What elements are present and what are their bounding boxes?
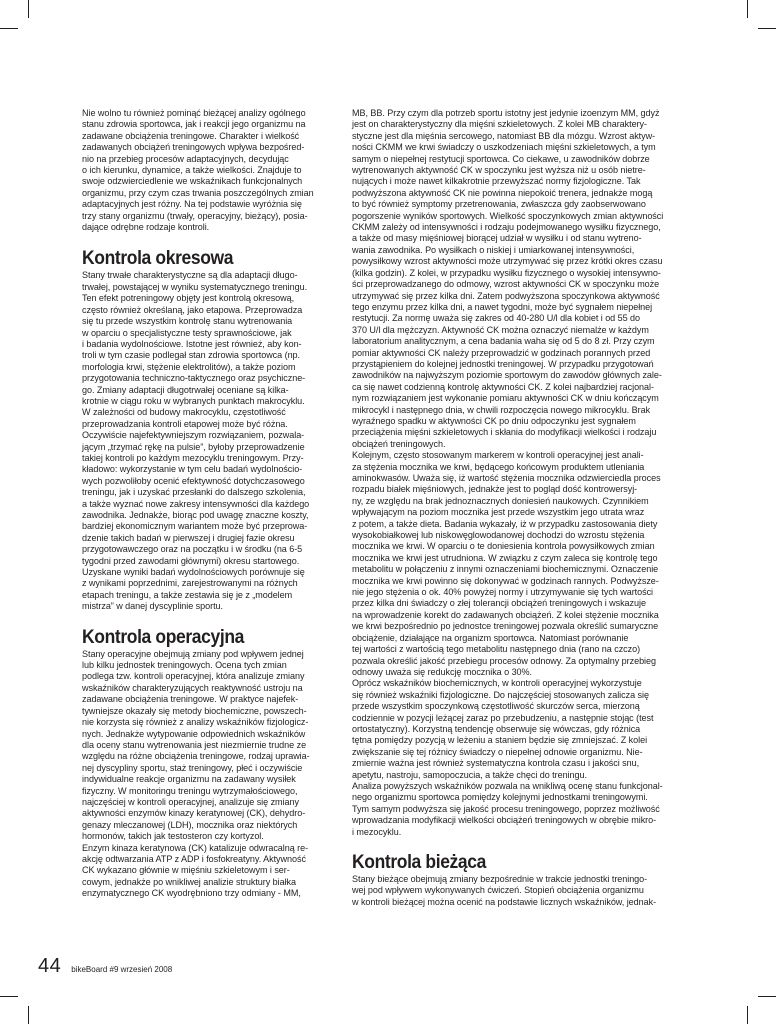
right-column <box>352 108 679 908</box>
crop-mark <box>28 0 29 18</box>
crop-mark <box>0 28 18 29</box>
heading-kontrola-operacyjna: Kontrola operacyjna <box>82 626 245 648</box>
left-column <box>82 108 335 900</box>
operacyjna-paragraph: Stany operacyjne obejmują zmiany pod wpływem jednej lub kilku jednostek treningowych. Ocena tych zmian podlega tzw. kontroli operacyjnej, która analizuje zmiany wskaźników charakteryzujących reaktywność ustroju na zadawane obciążenia treningowe. W praktyce najefek- tywniejsze okazały się metody biochemiczne, powszech- nie korzysta się również z analizy wskaźników fizjologicz- nych. Jednakże wytypowanie odpowiednich wskaźników dla oceny stanu wytrenowania jest niezmiernie trudne ze względu na różne obciążenia treningowe, rodzaj uprawia- nej dyscypliny sportu, staż treningowy, płeć i oczywiście indywidualne reakcje organizmu na zadawany wysiłek fizyczny. W monitoringu treningu wytrzymałościowego, najczęściej w kontroli operacyjnej, analizuje się zmiany aktywności enzymów kinazy keratynowej (CK), dehydro- genazy mleczanowej (LDH), mocznika oraz niektórych hormonów, takich jak testosteron czy kortyzol. Enzym kinaza keratynowa (CK) katalizuje odwracalną re- akcję odtwarzania ATP z ADP i fosfokreatyny. Aktywność CK wykazano głównie w mięśniu szkieletowym i ser- cowym, jednakże po wnikliwej analizie struktury białka enzymatycznego CK wyodrębniono trzy odmiany - MM, <box>82 648 310 899</box>
magazine-issue: bikeBoard #9 wrzesień 2008 <box>71 965 173 974</box>
operacyjna-continued-paragraph: MB, BB. Przy czym dla potrzeb sportu istotny jest jedynie izoenzym MM, gdyż jest on charakterystyczny dla mięśni szkieletowych. Z kolei MB charaktery- styczne jest dla mięśnia sercowego, natomiast BB dla mózgu. Wzrost aktyw- ności CKMM we krwi świadczy o uszkodzeniach mięśni szkieletowych, a tym samym o niepełnej restytucji sportowca. Co ciekawe, u zawodników dobrze wytrenowanych aktywność CK w spoczynku jest wyższa niż u osób nietre- nujących i może nawet kilkakrotnie przewyższać normy fizjologiczne. Tak podwyższona aktywność CK nie powinna niepokoić trenera, jednakże mogą to być również symptomy przetrenowania, zwłaszcza gdy zaobserwowano pogorszenie wyników sportowych. Wielkość spoczynkowych zmian aktywności CKMM zależy od intensywności i rodzaju podejmowanego wysiłku fizycznego, a także od masy mięśniowej biorącej udział w wysiłku i od stanu wytreno- wania zawodnika. Po wysiłkach o niskiej i umiarkowanej intensywności, powysiłkowy wzrost aktywności może utrzymywać się przez krótki okres czasu (kilka godzin). Z kolei, w przypadku wysiłku fizycznego o wysokiej intensywno- ści przeprowadzanego do odmowy, wzrost aktywności CK w spoczynku może utrzymywać się przez kilka dni. Zatem podwyższona spoczynkowa aktywność tego enzymu przez kilka dni, a nawet tygodni, może być sygnałem niepełnej restytucji. Za normę uważa się zakres od 40-280 U/l dla kobiet i od 55 do 370 U/l dla mężczyzn. Aktywność CK można oznaczyć niemalże w każdym laboratorium analitycznym, a cena badania waha się od 5 do 8 zł. Przy czym pomiar aktywności CK należy przeprowadzić w godzinach porannych przed przystąpieniem do kolejnej jednostki treningowej. W przypadku przygotowań zawodników na najwyższym poziomie sportowym do zawodów głównych zale- ca się nawet codzienną kontrolę aktywności CK. Z kolei najbardziej racjonal- nym rozwiązaniem jest wykonanie pomiaru aktywności CK w dniu kończącym mikrocykl i następnego dnia, w chwili rozpoczęcia nowego mikrocyklu. Brak wyraźnego spadku w aktywności CK po dniu odpoczynku jest sygnałem przeciążenia mięśni szkieletowych i skłania do modyfikacji wielkości i rodzaju obciążeń treningowych. Kolejnym, często stosowanym markerem w kontroli operacyjnej jest anali- za stężenia mocznika we krwi, będącego końcowym produktem utleniania aminokwasów. Uważa się, iż wartość stężenia mocznika odzwierciedla proces rozpadu białek mięśniowych, jednakże jest to pogląd dość kontrowersyj- ny, ze względu na brak jednoznacznych doniesień naukowych. Czynnikiem wpływającym na poziom mocznika jest przede wszystkim jego utrata wraz z potem, a także dieta. Badania wykazały, iż w przypadku zastosowania diety wysokobiałkowej lub niskowęglowodanowej dochodzi do wzrostu stężenia mocznika we krwi. W oparciu o te doniesienia kontrola powysiłkowych zmian mocznika we krwi jest utrudniona. W związku z czym zaleca się kontrolę tego metabolitu w połączeniu z innymi oznaczeniami biochemicznymi. Oznaczenie mocznika we krwi powinno się dokonywać w godzinach rannych. Podwyższe- nie jego stężenia o ok. 40% powyżej normy i utrzymywanie się tych wartości przez kilka dni świadczy o złej tolerancji obciążeń treningowych i wskazuje na wprowadzenie korekt do zadawanych obciążeń. Z kolei stężenie mocznika we krwi bezpośrednio po jednostce treningowej pozwala określić sumaryczne obciążenie, działające na organizm sportowca. Natomiast porównanie tej wartości z wartością tego metabolitu następnego dnia (rano na czczo) pozwala określić jakość przebiegu procesów odnowy. Za optymalny przebieg odnowy uważa się redukcję mocznika o 30%. Oprócz wskaźników biochemicznych, w kontroli operacyjnej wykorzystuje się również wskaźniki fizjologiczne. Do najczęściej stosowanych zalicza się przede wszystkim spoczynkową częstotliwość skurczów serca, mierzoną codziennie w pozycji leżącej zaraz po przebudzeniu, a następnie stojąc (test ortostatyczny). Korzystną tendencję obserwuje się wówczas, gdy różnica tętna pomiędzy pozycją w leżeniu a staniem będzie się zmniejszać. Z kolei zwiększanie się tej różnicy świadczy o niepełnej odnowie organizmu. Nie- zmiernie ważna jest również systematyczna kontrola czasu i jakości snu, apetytu, nastroju, samopoczucia, a także chęci do treningu. Analiza powyższych wskaźników pozwala na wnikliwą ocenę stanu funkcjonal- nego organizmu sportowca pomiędzy kolejnymi jednostkami treningowymi. Tym samym podwyższa się jakość procesu treningowego, poprzez możliwość wprowadzania modyfikacji wielkości obciążeń treningowych w obrębie mikro- i mezocyklu. <box>352 108 664 837</box>
crop-mark <box>747 1006 748 1024</box>
crop-mark <box>28 1006 29 1024</box>
heading-kontrola-okresowa: Kontrola okresowa <box>82 248 234 270</box>
intro-paragraph: Nie wolno tu również pominąć bieżącej analizy ogólnego stanu zdrowia sportowca, jak i reakcji jego organizmu na zadawane obciążenia treningowe. Charakter i wielkość zadawanych obciążeń treningowych wpływa bezpośred- nio na przebieg procesów adaptacyjnych, decydując o ich kierunku, dynamice, a także wielkości. Znajduje to swoje odzwierciedlenie we wskaźnikach funkcjonalnych organizmu, przy czym czas trwania poszczególnych zmian adaptacyjnych jest różny. Na tej podstawie wyróżnia się trzy stany organizmu (trwały, operacyjny, bieżący), posia- dające odrębne rodzaje kontroli. <box>82 108 314 233</box>
crop-mark <box>747 0 748 18</box>
page-number: 44 <box>38 955 62 977</box>
crop-mark <box>0 996 18 997</box>
okresowa-paragraph: Stany trwałe charakterystyczne są dla adaptacji długo- trwałej, powstającej w wyniku systematycznego treningu. Ten efekt potreningowy objęty jest kontrolą okresową, często również określaną, jako etapowa. Przeprowadza się tu przede wszystkim kontrolę stanu wytrenowania w oparciu o specjalistyczne testy sprawnościowe, jak i badania wydolnościowe. Istotne jest również, aby kon- troli w tym czasie podlegał stan zdrowia sportowca (np. morfologia krwi, stężenie elektrolitów), a także poziom przygotowania techniczno-taktycznego oraz psychiczne- go. Zmiany adaptacji długotrwałej oceniane są kilka- krotnie w ciągu roku w wybranych punktach makrocyklu. W zależności od budowy makrocyklu, częstotliwość przeprowadzania kontroli etapowej może być różna. Oczywiście najefektywniejszym rozwiązaniem, pozwala- jącym „trzymać rękę na pulsie”, byłoby przeprowadzenie takiej kontroli po każdym mezocyklu treningowym. Przy- kładowo: wykorzystanie w tym celu badań wydolnościo- wych pozwoliłoby ocenić efektywność dotychczasowego treningu, jak i uzyskać przesłanki do dalszego szkolenia, a także wyznać nowe zakresy intensywności dla każdego zawodnika. Jednakże, biorąc pod uwagę znaczne koszty, bardziej ekonomicznym wariantem może być przeprowa- dzenie takich badań w pierwszej i drugiej fazie okresu przygotowawczego oraz na początku i w środku (na 6-5 tygodni przed zawodami głównymi) okresu startowego. Uzyskane wyniki badań wydolnościowych porównuje się z wynikami poprzednimi, zarejestrowanymi na różnych etapach treningu, a także zestawia się je z „modelem mistrza” w danej dyscyplinie sportu. <box>82 270 310 612</box>
biezaca-paragraph: Stany bieżące obejmują zmiany bezpośrednie w trakcie jednostki treningo- wej pod wpływem wykonywanych ćwiczeń. Stopień obciążenia organizmu w kontroli bieżącej można ocenić na podstawie licznych wskaźników, jednak- <box>352 874 657 907</box>
page-footer <box>38 955 172 978</box>
crop-mark <box>758 996 776 997</box>
heading-kontrola-biezaca: Kontrola bieżąca <box>352 852 486 873</box>
crop-mark <box>758 28 776 29</box>
